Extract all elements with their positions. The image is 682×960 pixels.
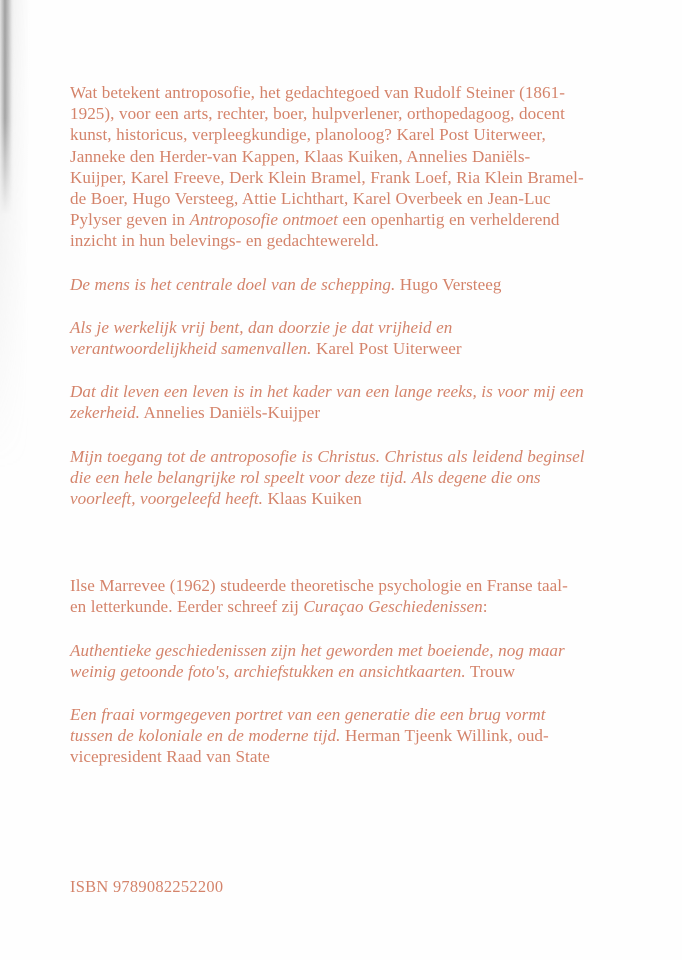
author-previous-book-title: Curaçao Geschiedenissen xyxy=(303,597,483,617)
blurb-intro-part2: een openhartig en verhelderend inzicht in hun belevings- en gedachtewereld. xyxy=(70,210,560,251)
author-bio-part1: Ilse Marrevee (1962) studeerde theoretische psychologie en Franse taal- en letterkunde. Eerder schreef zij xyxy=(70,576,568,617)
pull-quote-3 xyxy=(70,381,586,423)
author-bio-paragraph xyxy=(70,575,586,617)
spacer xyxy=(70,424,586,446)
pull-quote-1-attribution: Hugo Versteeg xyxy=(395,274,502,294)
pull-quote-2 xyxy=(70,317,586,359)
isbn-label: ISBN 9789082252200 xyxy=(70,877,224,896)
blurb-intro-part1: Wat betekent antroposofie, het gedachtegoed van Rudolf Steiner (1861-1925), voor een arts, rechter, boer, hulpverlener, orthopedagoog, docent kunst, historicus, verpleegkundige, planoloog? Karel Post Uiterweer, Janneke den Herder-van Kappen, Klaas Kuiken, Annelies Daniëls-Kuijper, Karel Freeve, Derk Klein Bramel, Frank Loef, Ria Klein Bramel-de Boer, Hugo Versteeg, Attie Lichthart, Karel Overbeek en Jean-Luc Pylyser geven in xyxy=(70,83,584,230)
pull-quote-1 xyxy=(70,274,586,295)
spacer xyxy=(70,618,586,640)
pull-quote-4-text: Mijn toegang tot de antroposofie is Christus. Christus als leidend beginsel die een hele belangrijke rol speelt voor deze tijd. Als degene die ons voorleeft, voorgeleefd heeft. xyxy=(70,446,585,509)
scan-edge-soft-shadow xyxy=(0,0,30,470)
spacer xyxy=(70,359,586,381)
spacer xyxy=(70,295,586,317)
pull-quote-4 xyxy=(70,446,586,510)
scan-edge-shadow xyxy=(0,0,14,215)
pull-quote-2-text: Als je werkelijk vrij bent, dan doorzie je dat vrijheid en verantwoordelijkheid samenvallen. xyxy=(70,317,453,359)
review-quote-1 xyxy=(70,640,586,682)
review-quote-2 xyxy=(70,704,586,768)
spacer xyxy=(70,252,586,274)
spacer xyxy=(70,682,586,704)
blurb-book-title: Antroposofie ontmoet xyxy=(189,210,338,230)
author-bio-part2: : xyxy=(482,597,488,617)
section-spacer xyxy=(70,509,586,575)
review-quote-1-text: Authentieke geschiedenissen zijn het geworden met boeiende, nog maar weinig getoonde foto's, archiefstukken en ansichtkaarten. xyxy=(70,640,565,681)
review-quote-2-text: Een fraai vormgegeven portret van een generatie die een brug vormt tussen de koloniale en de moderne tijd. xyxy=(70,705,546,746)
pull-quote-3-attribution: Annelies Daniëls-Kuijper xyxy=(139,403,321,423)
pull-quote-4-attribution: Klaas Kuiken xyxy=(262,489,362,509)
back-cover-text-block xyxy=(70,82,586,768)
pull-quote-2-attribution: Karel Post Uiterweer xyxy=(311,339,462,359)
blurb-intro-paragraph xyxy=(70,82,586,252)
review-quote-1-attribution: Trouw xyxy=(465,661,516,681)
review-quote-2-attribution: Herman Tjeenk Willink, oud-vicepresident Raad van State xyxy=(70,726,549,767)
pull-quote-3-text: Dat dit leven een leven is in het kader van een lange reeks, is voor mij een zekerheid. xyxy=(70,382,584,423)
pull-quote-1-text: De mens is het centrale doel van de schepping. xyxy=(70,274,396,294)
